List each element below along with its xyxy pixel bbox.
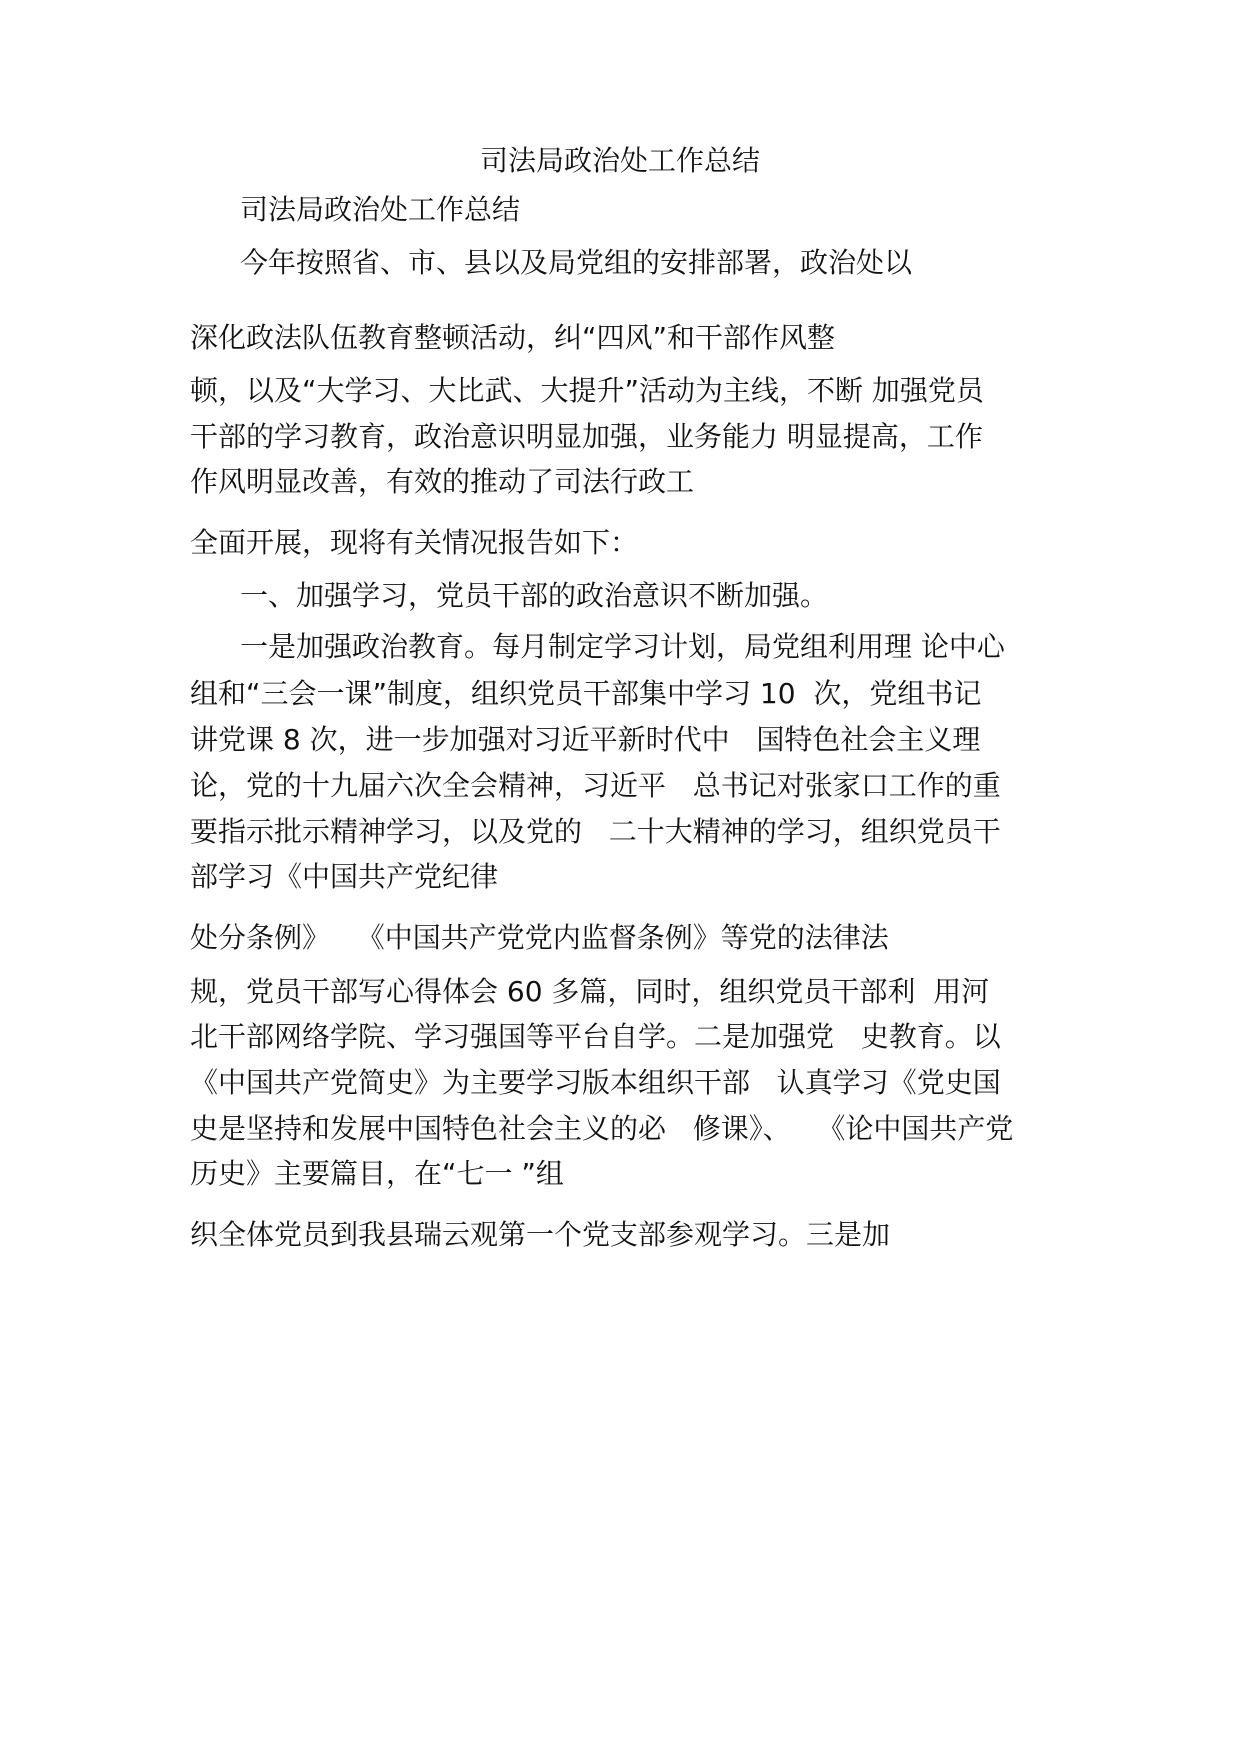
paragraph-line: 史是坚持和发展中国特色社会主义的必 修课》、 《论中国共产党: [190, 1112, 1014, 1145]
paragraph-line: 讲党课 8 次，进一步加强对习近平新时代中 国特色社会主义理: [190, 723, 981, 756]
paragraph-line: 部学习《中国共产党纪律: [190, 860, 499, 893]
paragraph-line: 北干部网络学院、学习强国等平台自学。二是加强党 史教育。以: [190, 1020, 1001, 1053]
paragraph-line: 规，党员干部写心得体会 60 多篇，同时，组织党员干部利 用河: [190, 975, 990, 1008]
paragraph-line: 深化政法队伍教育整顿活动，纠“四风”和干部作风整: [190, 321, 836, 354]
paragraph-line: 组和“三会一课”制度，组织党员干部集中学习 10 次，党组书记: [190, 677, 982, 710]
subtitle-line: 司法局政治处工作总结: [240, 193, 521, 226]
paragraph-line: 织全体党员到我县瑞云观第一个党支部参观学习。三是加: [190, 1218, 891, 1251]
paragraph-line: 处分条例》 《中国共产党党内监督条例》等党的法律法: [190, 921, 889, 954]
section-heading: 一、加强学习，党员干部的政治意识不断加强。: [240, 579, 829, 612]
document-title: 司法局政治处工作总结: [479, 144, 760, 177]
paragraph-line: 历史》主要篇目，在“七一 ”组: [190, 1157, 564, 1190]
paragraph-line: 一是加强政治教育。每月制定学习计划，局党组利用理 论中心: [240, 630, 1005, 663]
paragraph-line: 《中国共产党简史》为主要学习版本组织干部 认真学习《党史国: [190, 1066, 1001, 1099]
paragraph-line: 论，党的十九届六次全会精神，习近平 总书记对张家口工作的重: [190, 769, 1001, 802]
paragraph-line: 作风明显改善，有效的推动了司法行政工: [190, 465, 695, 498]
paragraph-line: 干部的学习教育，政治意识明显加强，业务能力 明显提高，工作: [190, 420, 983, 453]
paragraph-line: 顿，以及“大学习、大比武、大提升”活动为主线，不断 加强党员: [190, 374, 984, 407]
paragraph-line: 今年按照省、市、县以及局党组的安排部署，政治处以: [240, 246, 913, 279]
paragraph-line: 要指示批示精神学习，以及党的 二十大精神的学习，组织党员干: [190, 815, 1001, 848]
paragraph-line: 全面开展，现将有关情况报告如下：: [190, 526, 639, 559]
